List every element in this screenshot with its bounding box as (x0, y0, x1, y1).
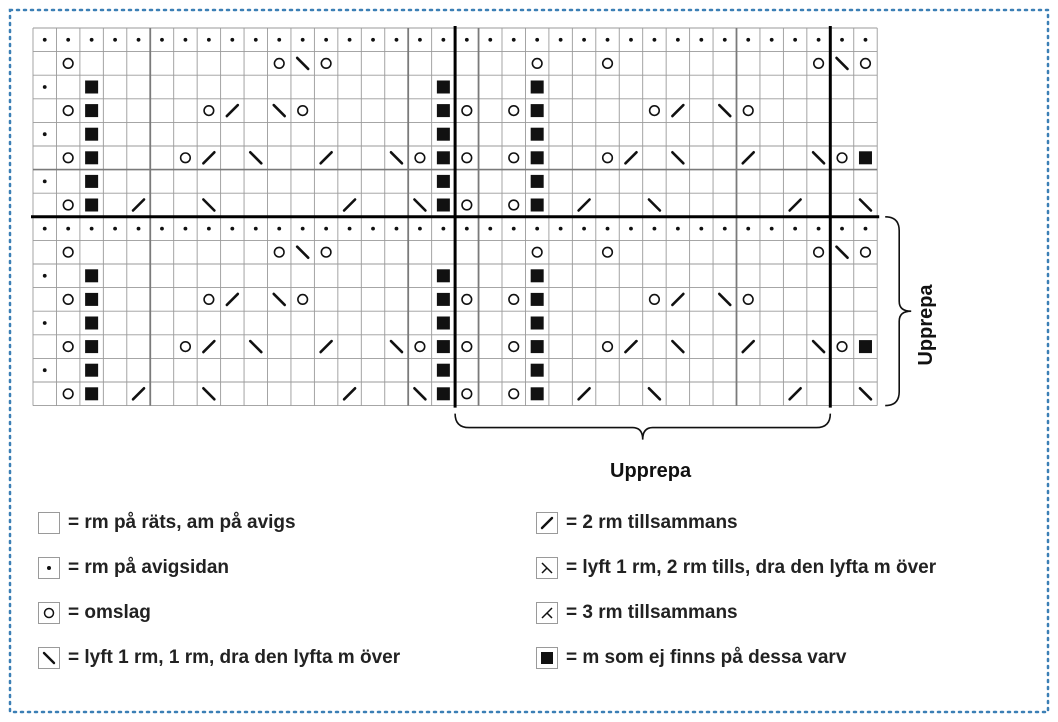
slash-icon (536, 512, 558, 534)
empty-square-icon (38, 512, 60, 534)
dot-icon (38, 557, 60, 579)
circle-icon (38, 602, 60, 624)
legend-item-no-stitch (536, 644, 846, 672)
legend-text: = 3 rm tillsammans (566, 602, 738, 623)
legend-text: = omslag (68, 602, 151, 623)
legend-item-ssk (38, 644, 400, 672)
legend-item-k2tog (536, 509, 738, 537)
legend-text: = rm på räts, am på avigs (68, 512, 296, 533)
legend-item-sk2p (536, 554, 936, 582)
legend-text: = lyft 1 rm, 1 rm, dra den lyfta m över (68, 647, 401, 668)
backslash-icon (38, 647, 60, 669)
legend-item-knit (38, 509, 296, 537)
legend-text: = m som ej finns på dessa varv (566, 647, 847, 668)
k3tog-icon (536, 602, 558, 624)
legend-text: = lyft 1 rm, 2 rm tills, dra den lyfta m över (566, 557, 937, 578)
lambda-icon (536, 557, 558, 579)
legend-item-purl (38, 554, 229, 582)
repeat-label-vertical: Upprepa (915, 284, 937, 366)
legend-text: = 2 rm tillsammans (566, 512, 738, 533)
filled-square-icon (536, 647, 558, 669)
repeat-label-horizontal: Upprepa (610, 460, 692, 482)
legend-text: = rm på avigsidan (68, 557, 230, 578)
legend-item-yarn-over (38, 599, 151, 627)
legend-item-k3tog (536, 599, 738, 627)
